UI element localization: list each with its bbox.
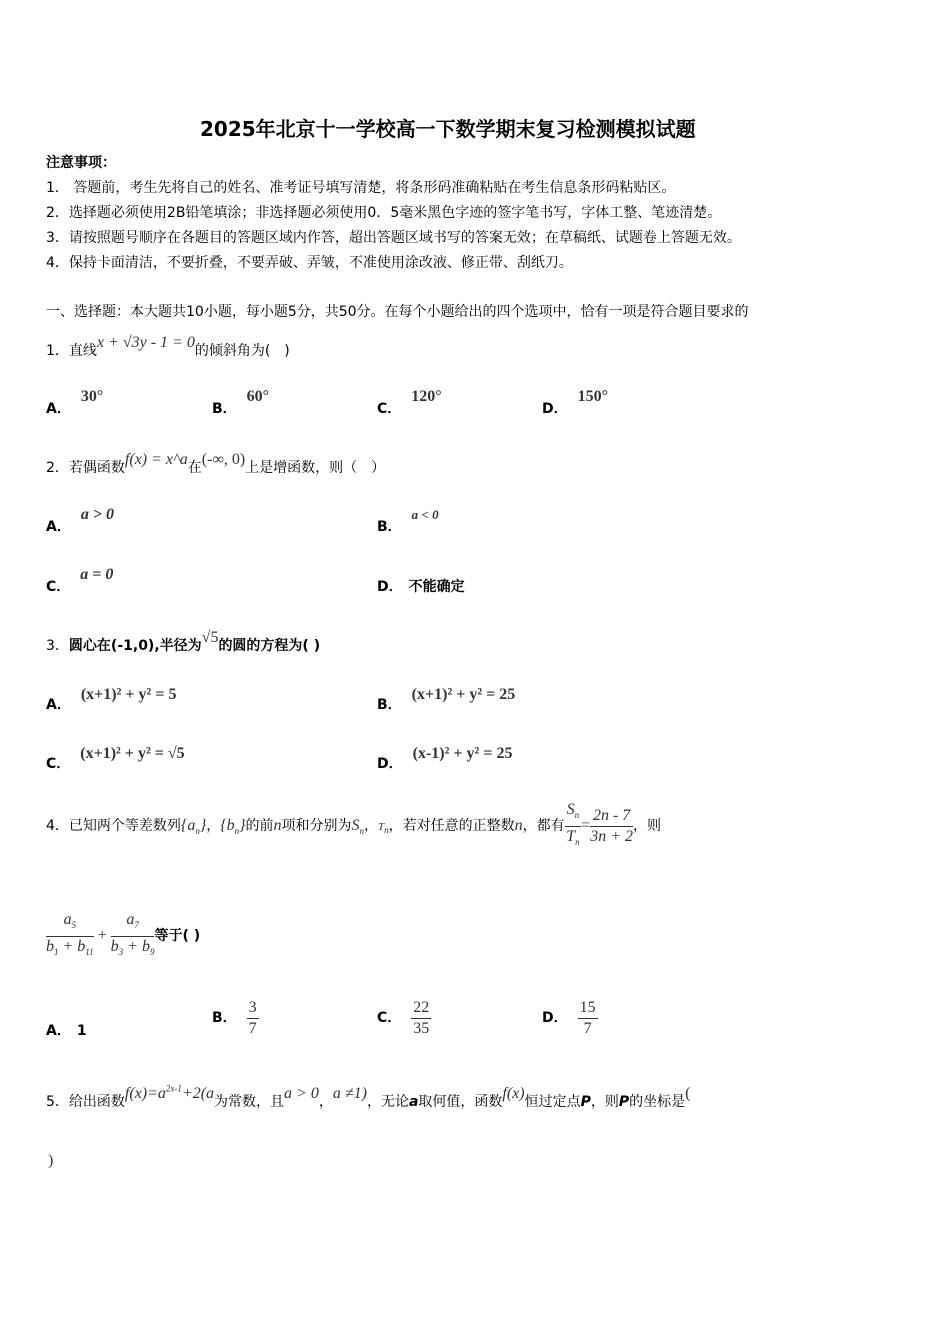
question-text: ，则: [590, 1094, 619, 1110]
option-c[interactable]: [377, 996, 431, 1040]
question-text: 的坐标是: [629, 1094, 686, 1110]
option-label: A．: [46, 697, 71, 713]
option-value: 60°: [246, 388, 270, 405]
math-expression: x + √3y - 1 = 0: [96, 334, 195, 351]
option-a[interactable]: [46, 506, 114, 536]
question-text: 已知两个等差数列: [68, 818, 181, 834]
notice-item: 4．保持卡面清洁，不要折叠，不要弄破、弄皱，不准使用涂改液、修正带、刮纸刀。: [46, 255, 573, 271]
question-4-stem: 4．已知两个等差数列$\{a_n\}$，$\{b_n\}$的前n项和分别为$S_n$，$T_n$，若对任意的正整数n，都有 $\frac{S_n}{T_n}$ = $\frac{2n - 7}{3n + 2}$ ，则: [46, 796, 661, 856]
option-value: 1: [76, 1023, 87, 1039]
option-c[interactable]: [46, 745, 185, 773]
math-expression: √5: [201, 629, 219, 646]
math-sn: $S_n$: [351, 817, 365, 837]
question-number: 2．: [46, 460, 69, 476]
question-text: ，: [318, 1094, 333, 1110]
math-variable: P: [618, 1094, 630, 1110]
question-text: 的倾斜角为( ): [194, 343, 290, 359]
math-n: n: [514, 817, 523, 834]
option-label: C．: [46, 756, 71, 772]
option-label: C．: [377, 401, 402, 417]
option-label: B．: [377, 519, 402, 535]
option-b[interactable]: [212, 388, 270, 418]
option-d[interactable]: [542, 996, 598, 1040]
math-expression: a > 0: [284, 1085, 319, 1102]
option-label: D．: [542, 1010, 568, 1026]
sum-fraction: $\frac{a_7}{b_3 + b_9}$: [110, 911, 155, 957]
math-variable: a: [408, 1094, 419, 1110]
question-number: 4．: [46, 818, 69, 834]
option-label: A．: [46, 519, 71, 535]
option-label: D．: [377, 756, 403, 772]
question-text: ，若对任意的正整数: [388, 818, 515, 834]
question-3-stem: [46, 629, 321, 655]
option-d[interactable]: [542, 388, 609, 418]
option-value: a > 0: [80, 506, 114, 523]
question-number: 3．: [46, 638, 69, 654]
option-c[interactable]: [377, 388, 442, 418]
answer-paren-close: ): [48, 1152, 54, 1169]
question-1-stem: [46, 334, 290, 360]
question-number: 1．: [46, 343, 69, 359]
option-value: 不能确定: [408, 579, 465, 595]
option-value: (x+1)² + y² = √5: [80, 745, 185, 762]
option-value: (x-1)² + y² = 25: [412, 745, 513, 762]
option-label: C．: [377, 1010, 402, 1026]
math-tn: $T_n$: [378, 821, 389, 836]
question-text: 给出函数: [68, 1094, 125, 1110]
math-expression: a ≠1): [332, 1085, 367, 1102]
option-value: a < 0: [411, 507, 439, 522]
question-text: 圆心在(-1,0),半径为: [68, 638, 202, 654]
sum-fraction: $\frac{a_5}{b_1 + b_{11}}$: [46, 911, 94, 957]
question-text: 的前: [245, 818, 274, 834]
option-a[interactable]: [46, 686, 177, 714]
option-label: B．: [212, 401, 237, 417]
question-text: 等于( ): [154, 928, 201, 944]
option-label: B．: [377, 697, 402, 713]
option-d[interactable]: [377, 745, 513, 773]
question-text: 在: [187, 460, 202, 476]
question-text: 项和分别为: [281, 818, 352, 834]
page-title: 2025年北京十一学校高一下数学期末复习检测模拟试题: [200, 117, 696, 141]
option-value: (x+1)² + y² = 25: [411, 686, 516, 703]
question-text: ，则: [633, 818, 661, 834]
math-n: n: [273, 817, 282, 834]
question-text: 直线: [68, 343, 97, 359]
math-expression: f(x) = x^a: [124, 451, 188, 468]
option-c[interactable]: [46, 566, 114, 596]
section-heading: 一、选择题：本大题共10小题，每小题5分，共50分。在每个小题给出的四个选项中，恰有一项是符合题目要求的: [46, 304, 749, 320]
question-text: ，都有: [522, 818, 565, 834]
option-value: (x+1)² + y² = 5: [80, 686, 177, 703]
option-b[interactable]: [377, 507, 439, 536]
option-value: 120°: [411, 388, 442, 405]
math-variable: P: [580, 1094, 591, 1110]
option-a[interactable]: [46, 1020, 87, 1040]
math-expression: f(x): [502, 1085, 525, 1102]
sequence-b: $\{b_n\}$: [220, 817, 246, 837]
sequence-a: $\{a_n\}$: [180, 817, 207, 837]
question-text: ，: [206, 818, 221, 834]
option-label: D．: [542, 401, 568, 417]
option-label: B．: [212, 1010, 237, 1026]
question-4-stem-cont: $\frac{a_5}{b_1 + b_{11}}$ + $\frac{a_7}{b_3 + b_9}$ 等于( ): [46, 908, 200, 964]
math-expression: $f(x)=a^{2x-1}+2(a$: [124, 1083, 215, 1102]
option-b[interactable]: [212, 996, 259, 1040]
notice-item: 3．请按照题号顺序在各题目的答题区域内作答，超出答题区域书写的答案无效；在草稿纸、试题卷上答题无效。: [46, 230, 741, 246]
question-text: 上是增函数，则（ ）: [245, 460, 386, 476]
option-fraction: $\frac{22}{35}$: [413, 998, 430, 1037]
question-text: 若偶函数: [68, 460, 125, 476]
math-expression: (-∞, 0): [201, 451, 246, 468]
notice-item: 1． 答题前，考生先将自己的姓名、准考证号填写清楚，将条形码准确粘贴在考生信息条形码粘贴区。: [46, 180, 676, 196]
question-2-stem: [46, 451, 386, 477]
option-value: 30°: [80, 388, 104, 405]
option-value: a = 0: [80, 566, 114, 583]
option-fraction: $\frac{3}{7}$: [248, 998, 257, 1037]
option-b[interactable]: [377, 686, 516, 714]
notice-heading: 注意事项：: [46, 155, 116, 171]
question-text: 的圆的方程为( ): [218, 638, 321, 654]
option-label: D．: [377, 579, 403, 595]
question-text: ，: [364, 818, 379, 834]
question-text: 取何值，函数: [418, 1094, 503, 1110]
question-text: ，无论: [366, 1094, 409, 1110]
option-label: A．: [46, 401, 71, 417]
option-value: 150°: [577, 388, 609, 405]
question-5-stem: [46, 1083, 691, 1111]
ratio-fraction: $\frac{S_n}{T_n}$: [566, 801, 580, 847]
question-text: 恒过定点: [524, 1094, 581, 1110]
question-text: 为常数，且: [214, 1094, 285, 1110]
option-a[interactable]: [46, 388, 104, 418]
option-fraction: $\frac{15}{7}$: [579, 998, 596, 1037]
ratio-fraction: $\frac{2n - 7}{3n + 2}$: [590, 806, 633, 845]
notice-item: 2．选择题必须使用2B铅笔填涂；非选择题必须使用0．5毫米黑色字迹的签字笔书写，字体工整、笔迹清楚。: [46, 205, 722, 221]
option-label: A．: [46, 1023, 71, 1039]
option-d[interactable]: [377, 576, 465, 596]
math-paren: (: [685, 1085, 691, 1102]
option-label: C．: [46, 579, 71, 595]
question-number: 5．: [46, 1094, 69, 1110]
